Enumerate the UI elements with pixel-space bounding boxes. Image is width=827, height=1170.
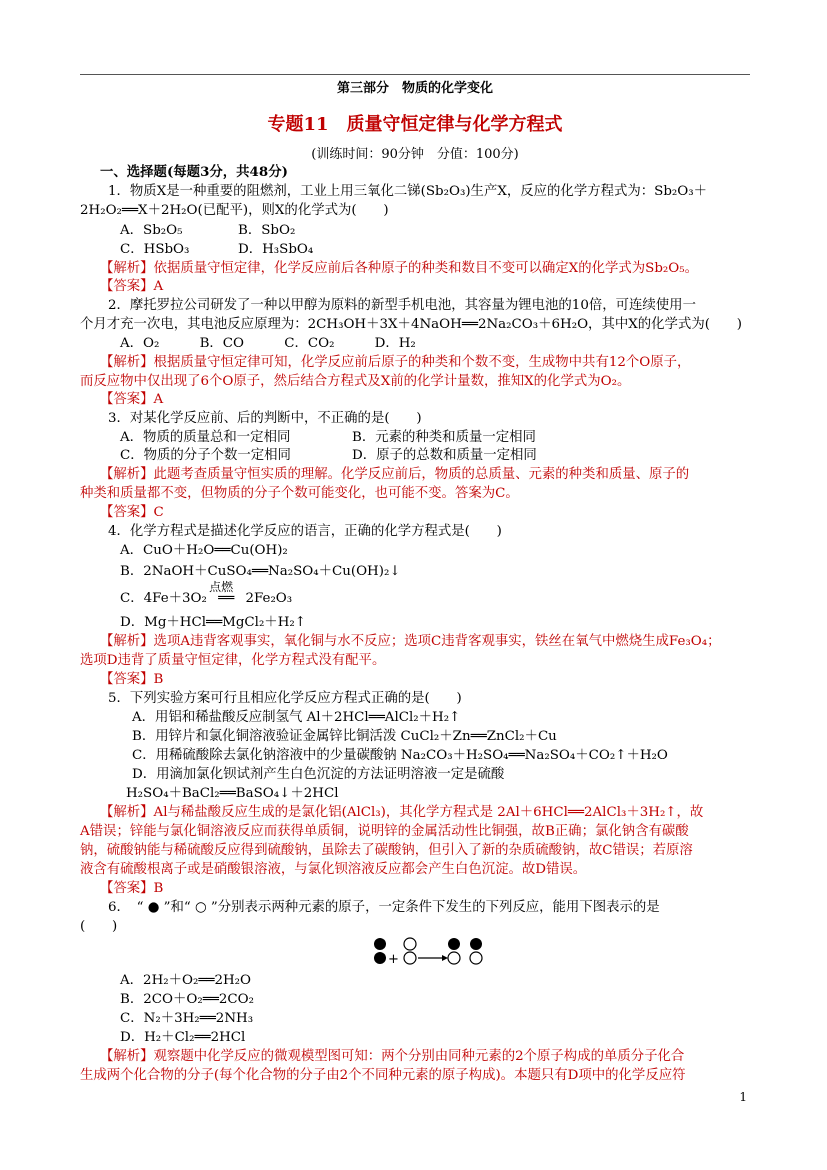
q5-option-b: B．用锌片和氯化铜溶液验证金属锌比铜活泼 CuCl₂＋Zn══ZnCl₂＋Cu <box>132 729 557 744</box>
q4-option-a: A．CuO＋H₂O══Cu(OH)₂ <box>120 543 288 558</box>
q4-analysis-line1: 【解析】选项A违背客观事实，氧化铜与水不反应；选项C违背客观事实，铁丝在氧气中燃烧生成Fe₃O₄； <box>100 634 721 649</box>
q6-option-a: A．2H₂＋O₂══2H₂O <box>120 973 252 988</box>
q6-option-b: B．2CO＋O₂══2CO₂ <box>120 992 254 1007</box>
q2-analysis-line1: 【解析】根据质量守恒定律可知，化学反应前后原子的种类和个数不变，生成物中共有12个O原子， <box>100 355 691 370</box>
q2-analysis-line2: 而反应物中仅出现了6个O原子，然后结合方程式及X前的化学计量数，推知X的化学式为O₂。 <box>80 374 631 389</box>
q3-analysis-line1: 【解析】此题考查质量守恒实质的理解。化学反应前后，物质的总质量、元素的种类和质量、原子的 <box>100 467 690 482</box>
q4-option-c-right: 2Fe₂O₃ <box>245 591 293 606</box>
q1-option-b: B．SbO₂ <box>238 223 296 238</box>
q6-stem-line1: 6． “ ● ”和“ ○ ”分别表示两种元素的原子，一定条件下发生的下列反应，能用下图表示的是 <box>108 900 660 915</box>
black-atom-icon <box>374 938 386 950</box>
page-number: 1 <box>739 1090 747 1104</box>
q2-options: A．O₂ B．CO C．CO₂ D．H₂ <box>120 336 416 351</box>
q2-stem-line2: 个月才充一次电，其电池反应原理为：2CH₃OH＋3X＋4NaOH══2Na₂CO₃＋6H₂O，其中X的化学式为( ) <box>80 317 742 332</box>
topic-title: 专题11 质量守恒定律与化学方程式 <box>267 114 563 135</box>
q1-option-d: D．H₃SbO₄ <box>238 242 314 257</box>
q3-stem: 3．对某化学反应前、后的判断中，不正确的是( ) <box>108 411 422 426</box>
ignition-equals: 点燃 ══ <box>209 580 235 606</box>
q5-option-d-line1: D．用滴加氯化钡试剂产生白色沉淀的方法证明溶液一定是硫酸 <box>132 767 505 782</box>
reaction-model-diagram <box>368 934 488 968</box>
white-atom-icon <box>448 952 460 964</box>
q2-answer: 【答案】A <box>100 392 164 407</box>
section-title: 一、选择题(每题3分，共48分) <box>100 164 288 180</box>
arrow-head-icon <box>442 955 448 961</box>
q5-analysis-line4: 液含有硫酸根离子或是硝酸银溶液，与氯化钡溶液反应都会产生白色沉淀。故D错误。 <box>80 862 587 877</box>
q4-stem: 4．化学方程式是描述化学反应的语言，正确的化学方程式是( ) <box>108 524 502 539</box>
white-atom-icon <box>404 952 416 964</box>
black-atom-icon <box>448 938 460 950</box>
q6-analysis-line1: 【解析】观察题中化学反应的微观模型图可知：两个分别由同种元素的2个原子构成的单质分子化合 <box>100 1049 685 1064</box>
q3-option-c: C．物质的分子个数一定相同 <box>120 448 291 463</box>
q4-answer: 【答案】B <box>100 672 164 687</box>
part-header: 第三部分 物质的化学变化 <box>336 81 493 96</box>
black-atom-icon <box>470 938 482 950</box>
q5-analysis-line1: 【解析】Al与稀盐酸反应生成的是氯化铝(AlCl₃)，其化学方程式是 2Al＋6HCl══2AlCl₃＋3H₂↑，故 <box>100 805 704 820</box>
q5-option-d-line2: H₂SO₄＋BaCl₂══BaSO₄↓＋2HCl <box>126 786 339 801</box>
plus-sign: + <box>388 952 399 967</box>
white-atom-icon <box>404 938 416 950</box>
q4-option-b: B．2NaOH＋CuSO₄══Na₂SO₄＋Cu(OH)₂↓ <box>120 564 401 579</box>
q4-option-d: D．Mg＋HCl══MgCl₂＋H₂↑ <box>120 615 306 630</box>
q6-option-c: C．N₂＋3H₂══2NH₃ <box>120 1011 254 1026</box>
q1-option-a: A．Sb₂O₅ <box>120 223 183 238</box>
time-line: (训练时间：90分钟 分值：100分) <box>311 147 519 162</box>
q3-answer: 【答案】C <box>100 505 164 520</box>
q3-option-d: D．原子的总数和质量一定相同 <box>352 448 537 463</box>
black-atom-icon <box>374 952 386 964</box>
q2-stem-line1: 2．摩托罗拉公司研发了一种以甲醇为原料的新型手机电池，其容量为锂电池的10倍，可连续使用一 <box>108 298 696 313</box>
q3-analysis-line2: 种类和质量都不变，但物质的分子个数可能变化，也可能不变。答案为C。 <box>80 486 519 501</box>
q4-option-c <box>120 580 293 608</box>
q5-analysis-line2: A错误；锌能与氯化铜溶液反应而获得单质铜，说明锌的金属活动性比铜强，故B正确；氯化钠含有碳酸 <box>80 824 689 839</box>
q4-option-c-left: C．4Fe＋3O₂ <box>120 591 207 606</box>
q1-analysis: 【解析】依据质量守恒定律，化学反应前后各种原子的种类和数目不变可以确定X的化学式为Sb₂O₅。 <box>100 261 699 276</box>
q1-answer: 【答案】A <box>100 279 164 294</box>
q6-option-d: D．H₂＋Cl₂══2HCl <box>120 1030 246 1045</box>
q6-stem-line2: ( ) <box>80 919 118 934</box>
q5-analysis-line3: 钠，硫酸钠能与稀硫酸反应得到硫酸钠，虽除去了碳酸钠，但引入了新的杂质硫酸钠，故C错误；若原溶 <box>80 843 693 858</box>
q3-option-b: B．元素的种类和质量一定相同 <box>352 430 536 445</box>
q3-option-a: A．物质的质量总和一定相同 <box>120 430 291 445</box>
q5-option-a: A．用铝和稀盐酸反应制氢气 Al＋2HCl══AlCl₂＋H₂↑ <box>132 710 461 725</box>
q1-stem-line2: 2H₂O₂══X＋2H₂O(已配平)，则X的化学式为( ) <box>80 203 389 218</box>
q1-stem-line1: 1．物质X是一种重要的阻燃剂，工业上用三氧化二锑(Sb₂O₃)生产X，反应的化学方程式为：Sb₂O₃＋ <box>108 184 708 199</box>
q5-answer: 【答案】B <box>100 881 164 896</box>
q5-stem: 5．下列实验方案可行且相应化学反应方程式正确的是( ) <box>108 691 462 706</box>
white-atom-icon <box>470 952 482 964</box>
q6-analysis-line2: 生成两个化合物的分子(每个化合物的分子由2个不同种元素的原子构成)。本题只有D项中的化学反应符 <box>80 1068 686 1083</box>
q5-option-c: C．用稀硫酸除去氯化钠溶液中的少量碳酸钠 Na₂CO₃＋H₂SO₄══Na₂SO₄＋CO₂↑＋H₂O <box>132 748 668 763</box>
header-rule <box>80 74 750 75</box>
q1-option-c: C．HSbO₃ <box>120 242 190 257</box>
q4-analysis-line2: 选项D违背了质量守恒定律，化学方程式没有配平。 <box>80 653 386 668</box>
ignition-condition: 点燃 <box>209 580 234 594</box>
